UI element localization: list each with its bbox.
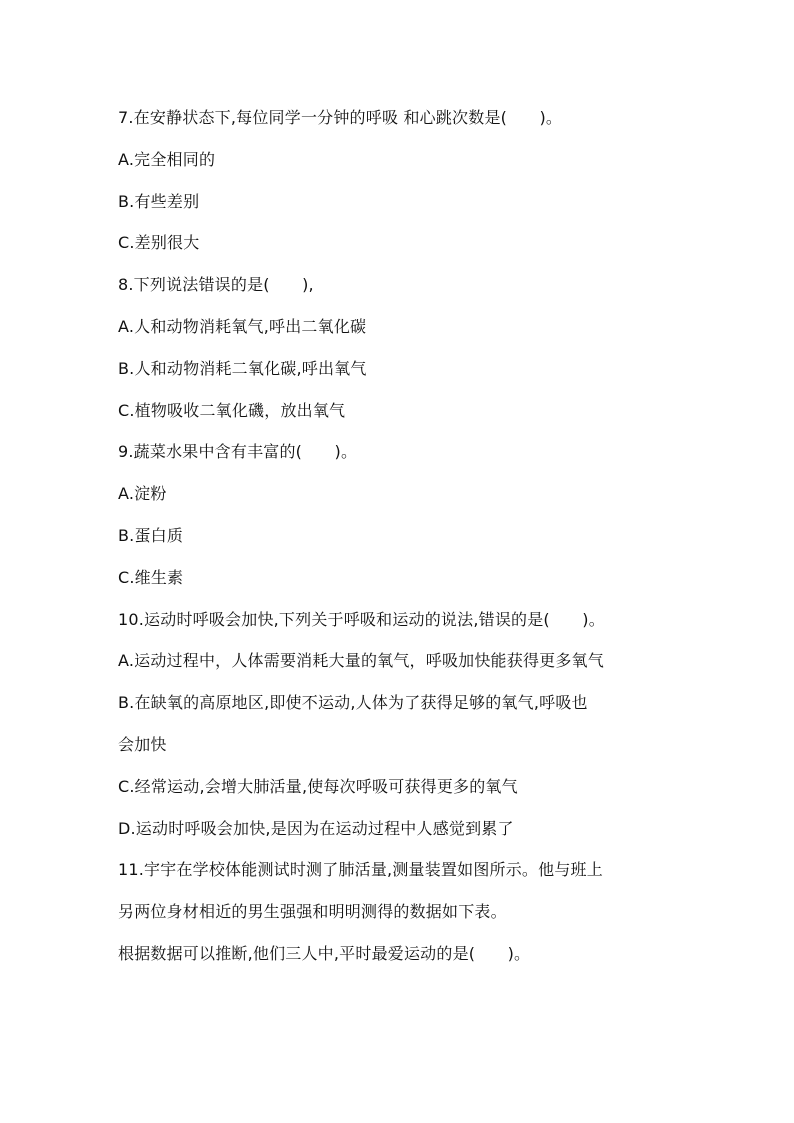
- question-7-option-c: C.差别很大: [118, 233, 200, 253]
- question-10-option-b: B.在缺氧的高原地区,即使不运动,人体为了获得足够的氧气,呼吸也: [118, 693, 588, 713]
- question-10-option-b-continued: 会加快: [118, 734, 167, 754]
- question-7-stem: 7.在安静状态下,每位同学一分钟的呼吸 和心跳次数是( )。: [118, 108, 563, 127]
- question-11-stem-line-2: 另两位身材相近的男生强强和明明测得的数据如下表。: [118, 902, 507, 922]
- question-8-option-c: C.植物吸收二氧化磯，放出氧气: [118, 400, 346, 420]
- question-9-option-c: C.维生素: [118, 567, 184, 587]
- question-10-option-d: D.运动时呼吸会加快,是因为在运动过程中人感觉到累了: [118, 818, 514, 838]
- question-8-stem: 8.下列说法错误的是( ),: [118, 275, 314, 295]
- question-7-option-a: A.完全相同的: [118, 149, 216, 169]
- question-11-stem-line-3: 根据数据可以推断,他们三人中,平时最爱运动的是( )。: [118, 943, 531, 963]
- question-9-option-b: B.蛋白质: [118, 525, 184, 545]
- question-list: [118, 104, 688, 982]
- question-9-stem: 9.蔬菜水果中含有丰富的( )。: [118, 442, 358, 462]
- question-10-stem: 10.运动时呼吸会加快,下列关于呼吸和运动的说法,错误的是( )。: [118, 609, 605, 629]
- question-10-option-a: A.运动过程中，人体需要消耗大量的氧气，呼吸加快能获得更多氧气: [118, 651, 604, 671]
- question-8-option-a: A.人和动物消耗氧气,呼出二氧化碳: [118, 316, 367, 336]
- question-8-option-b: B.人和动物消耗二氧化碳,呼出氧气: [118, 358, 367, 378]
- question-9-option-a: A.淀粉: [118, 484, 167, 504]
- question-7-option-b: B.有些差别: [118, 191, 200, 211]
- question-11-stem-line-1: 11.宇宇在学校体能测试时测了肺活量,测量装置如图所示。他与班上: [118, 860, 603, 880]
- question-10-option-c: C.经常运动,会增大肺活量,使每次呼吸可获得更多的氧气: [118, 776, 518, 796]
